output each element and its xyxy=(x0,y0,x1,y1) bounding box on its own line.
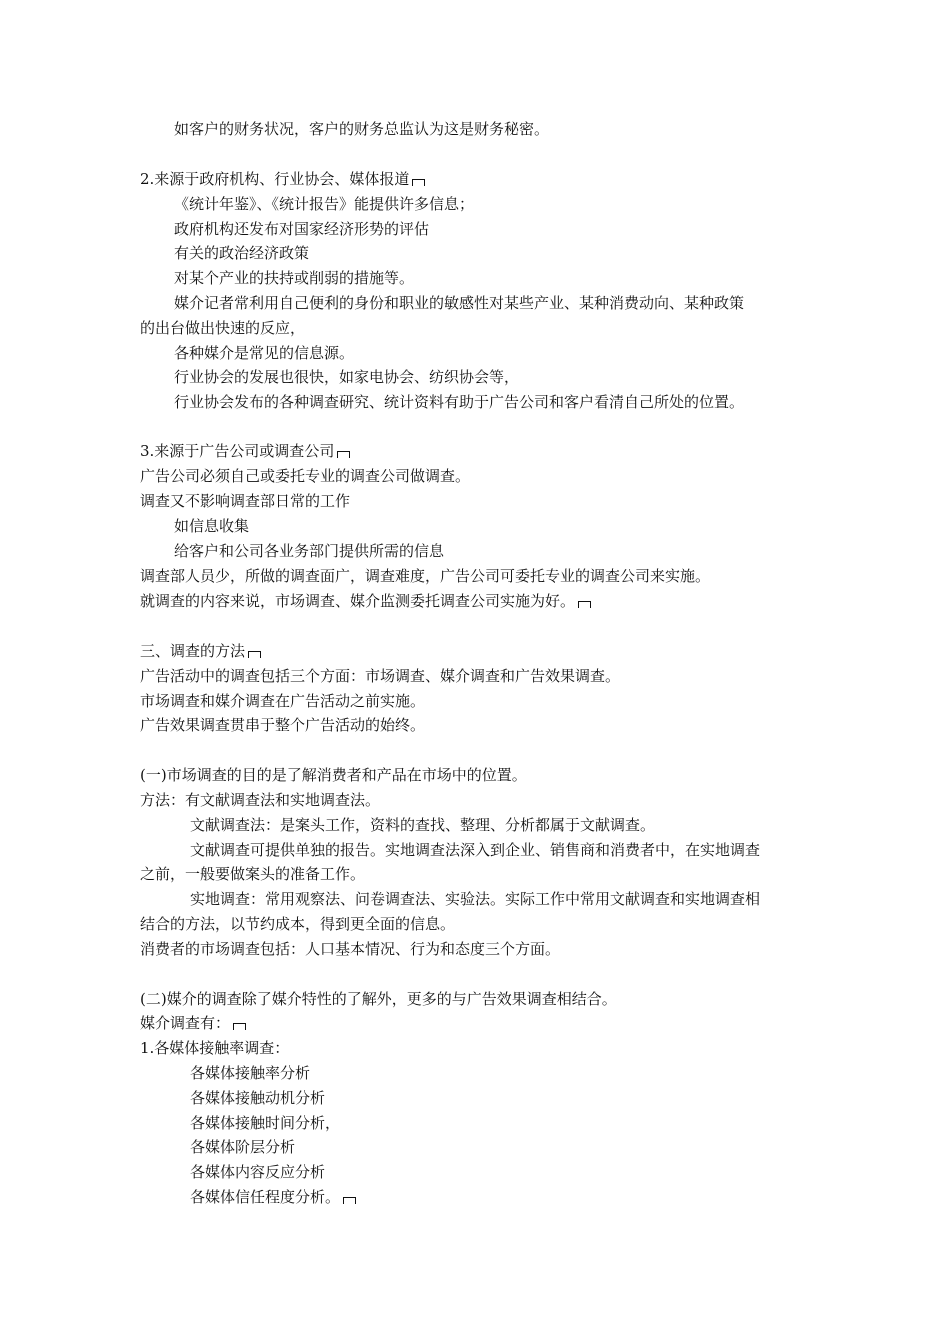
list-item: 各媒体内容反应分析 xyxy=(190,1163,326,1181)
return-mark-icon xyxy=(337,451,350,458)
list-item: 各媒体接触动机分析 xyxy=(190,1089,326,1107)
section-heading: 三、调查的方法 xyxy=(0,640,261,662)
text-line: 市场调查和媒介调查在广告活动之前实施。 xyxy=(140,692,426,710)
text-line: 调查部人员少，所做的调查面广，调查难度，广告公司可委托专业的调查公司来实施。 xyxy=(140,567,711,585)
text-line: 如客户的财务状况，客户的财务总监认为这是财务秘密。 xyxy=(174,120,550,138)
section-heading: (二)媒介的调查除了媒介特性的了解外，更多的与广告效果调查相结合。 xyxy=(140,990,617,1008)
text-line: 之前，一般要做案头的准备工作。 xyxy=(140,865,366,883)
text-line: 广告公司必须自己或委托专业的调查公司做调查。 xyxy=(140,467,471,485)
text-line: 媒介记者常利用自己便利的身份和职业的敏感性对某些产业、某种消费动向、某种政策 xyxy=(174,294,745,312)
text-line: 给客户和公司各业务部门提供所需的信息 xyxy=(174,542,445,560)
text-line: 有关的政治经济政策 xyxy=(174,244,310,262)
text-line: 消费者的市场调查包括：人口基本情况、行为和态度三个方面。 xyxy=(140,940,561,958)
text-line: 调查又不影响调查部日常的工作 xyxy=(140,492,351,510)
text-line: 行业协会发布的各种调查研究、统计资料有助于广告公司和客户看清自己所处的位置。 xyxy=(174,393,745,411)
text-line: 广告效果调查贯串于整个广告活动的始终。 xyxy=(140,716,426,734)
text-line: 的出台做出快速的反应， xyxy=(140,319,306,337)
return-mark-icon xyxy=(412,179,425,186)
section-heading: 2.来源于政府机构、行业协会、媒体报道 xyxy=(0,168,425,190)
text-line: 政府机构还发布对国家经济形势的评估 xyxy=(174,220,430,238)
text-line: 行业协会的发展也很快，如家电协会、纺织协会等， xyxy=(174,368,520,386)
text-line: 文献调查可提供单独的报告。实地调查法深入到企业、销售商和消费者中，在实地调查 xyxy=(190,841,761,859)
text-line: 文献调查法：是案头工作，资料的查找、整理、分析都属于文献调查。 xyxy=(190,816,656,834)
return-mark-icon xyxy=(233,1023,246,1030)
text-line: 媒介调查有： xyxy=(0,1012,246,1034)
return-mark-icon xyxy=(343,1197,356,1204)
text-line: 就调查的内容来说，市场调查、媒介监测委托调查公司实施为好。 xyxy=(0,590,591,612)
section-heading: (一)市场调查的目的是了解消费者和产品在市场中的位置。 xyxy=(140,766,527,784)
text-line: 《统计年鉴》、《统计报告》能提供许多信息； xyxy=(174,195,475,213)
return-mark-icon xyxy=(248,651,261,658)
text-line: 方法：有文献调查法和实地调查法。 xyxy=(140,791,381,809)
text-line: 对某个产业的扶持或削弱的措施等。 xyxy=(174,269,415,287)
text-line: 如信息收集 xyxy=(174,517,250,535)
list-item: 各媒体阶层分析 xyxy=(190,1138,296,1156)
list-item: 各媒体接触率分析 xyxy=(190,1064,311,1082)
text-line: 广告活动中的调查包括三个方面：市场调查、媒介调查和广告效果调查。 xyxy=(140,667,621,685)
text-line: 1.各媒体接触率调查： xyxy=(140,1039,290,1057)
list-item: 各媒体信任程度分析。 xyxy=(0,1186,356,1208)
text-line: 各种媒介是常见的信息源。 xyxy=(174,344,355,362)
list-item: 各媒体接触时间分析， xyxy=(190,1114,341,1132)
return-mark-icon xyxy=(578,601,591,608)
text-line: 结合的方法，以节约成本，得到更全面的信息。 xyxy=(140,915,456,933)
text-line: 实地调查：常用观察法、问卷调查法、实验法。实际工作中常用文献调查和实地调查相 xyxy=(190,890,761,908)
section-heading: 3.来源于广告公司或调查公司 xyxy=(0,440,350,462)
